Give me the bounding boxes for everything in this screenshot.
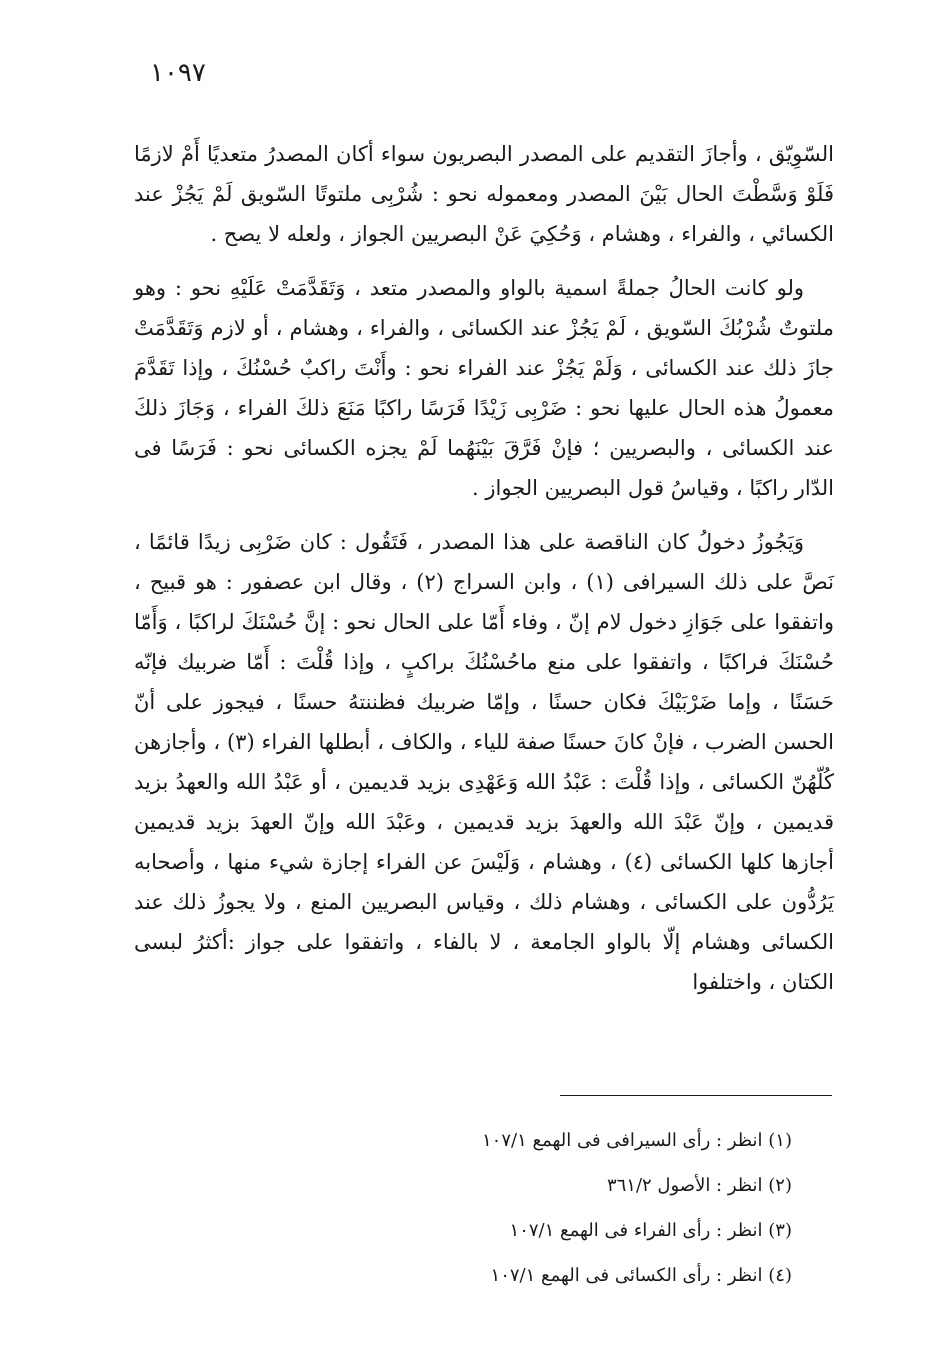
main-text — [134, 134, 834, 1016]
paragraph-1: السّوِيّق ، وأجازَ التقديم على المصدر البصريون سواء أكان المصدرُ متعديًا أَمْ لازمًا فَلَوْ وَسَّطْتَ الحال بَيْنَ المصدر ومعموله نحو : شُرْبِى ملتوتًا السّويق لَمْ يَجُزْ عند الكسائي ، والفراء ، وهشام ، وَحُكِيَ عَنْ البصريين الجواز ، ولعله لا يصح . — [134, 142, 834, 246]
footnote-2: (٢) انظر : الأصول ٣٦١/٢ — [606, 1175, 792, 1196]
footnote-4: (٤) انظر : رأى الكسائى فى الهمع ١٠٧/١ — [490, 1265, 792, 1286]
footnote-3: (٣) انظر : رأى الفراء فى الهمع ١٠٧/١ — [509, 1220, 792, 1241]
paragraph-2: ولو كانت الحالُ جملةً اسمية بالواو والمصدر متعد ، وَتَقَدَّمَتْ عَلَيْهِ نحو : وهو ملتوتٌ شُرْبُكَ السّويق ، لَمْ يَجُزْ عند الكسائى ، والفراء ، وهشام ، أو لازم وَتَقَدَّمَتْ جازَ ذلك عند الكسائى ، وَلَمْ يَجُزْ عند الفراء نحو : وأَنْتَ راكبٌ حُسْنُكَ ، وإذا تَقَدَّمَ معمولُ هذه الحال عليها نحو : ضَرْبِى زَيْدًا فَرَسًا راكبًا مَنَعَ ذلكَ الفراء ، وَجَازَ ذلكَ عند الكسائى ، والبصريين ؛ فإنْ فَرَّقَ بَيْنَهُما لَمْ يجزه الكسائى نحو : فَرَسًا فى الدّار راكبًا ، وقياسُ قول البصريين الجواز . — [134, 276, 834, 500]
page-number: ١٠٩٧ — [150, 58, 206, 88]
footnote-1: (١) انظر : رأى السيرافى فى الهمع ١٠٧/١ — [482, 1130, 792, 1151]
paragraph-3: وَيَجُوزُ دخولُ كان الناقصة على هذا المصدر ، فَتَقُول : كان ضَرْبِى زيدًا قائمًا ، نَصَّ على ذلك السيرافى (١) ، وابن السراج (٢) ، وقال ابن عصفور : هو قبيح ، واتفقوا على جَوَازِ دخول لام إنّ ، وفاء أَمّا على الحال نحو : إنَّ حُسْنَكَ لراكبًا ، وَأَمّا حُسْنَكَ فراكبًا ، واتفقوا على منع ماحُسْنُكَ براكبٍ ، وإذا قُلْتَ : أَمّا ضربيك فإنّه حَسَنًا ، وإما ضَرْبَيْكَ فكان حسنًا ، وإمّا ضربيك فظننتهُ حسنًا ، فيجوز على أنّ الحسن الضرب ، فإنْ كانَ حسنًا صفة للياء ، والكاف ، أبطلها الفراء (٣) ، وأجازهن كُلّهُنّ الكسائى ، وإذا قُلْتَ : عَبْدُ الله وَعَهْدِى بزيد قديمين ، أو عَبْدُ الله والعهدُ بزيد قديمين ، وإنّ عَبْدَ الله والعهدَ بزيد قديمين ، وعَبْدَ الله وإنّ العهدَ بزيد قديمين أجازها كلها الكسائى (٤) ، وهشام ، وَلَيْسَ عن الفراء إجازة شيء منها ، وأصحابه يَرُدُّون على الكسائى ، وهشام ذلك ، وقياس البصريين المنع ، ولا يجوزُ ذلك عند الكسائى وهشام إلّا بالواو الجامعة ، لا بالفاء ، واتفقوا على جواز :أكثرُ لبسى الكتان ، واختلفوا — [134, 530, 834, 994]
footnotes — [430, 1118, 792, 1298]
footnote-separator — [560, 1095, 832, 1096]
